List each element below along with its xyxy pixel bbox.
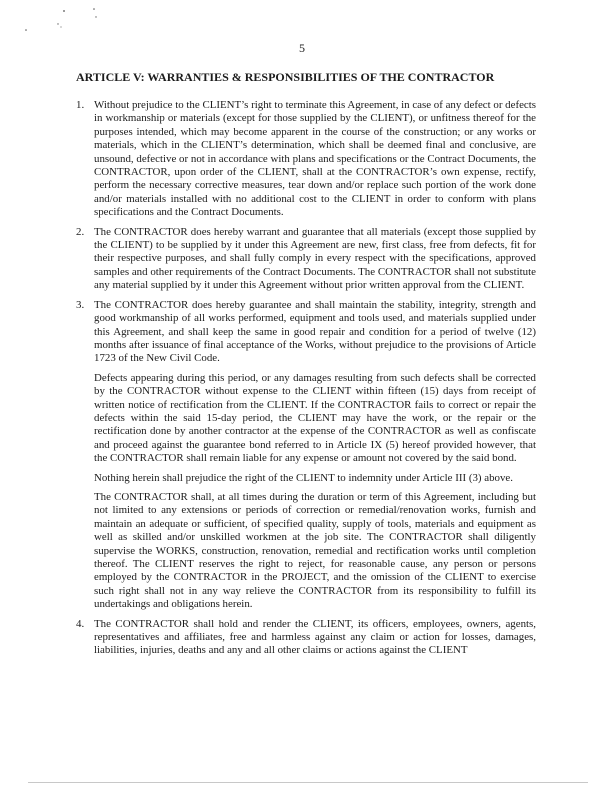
- page-number: 5: [299, 41, 305, 55]
- item-text: Without prejudice to the CLIENT’s right to terminate this Agreement, in case of any defect or defects in workmanship or materials (except for those supplied by the CLIENT), or unfitness thereof for the purposes intended, which may become apparent in the course of the construction; or any works or materials, which in the CLIENT’s determination, which shall be deemed final and conclusive, are unsound, defective or not in accordance with plans and specifications or the Contract Documents, the CONTRACTOR, upon order of the CLIENT, shall at the CONTRACTOR’s own expense, rectify, perform the necessary corrective measures, tear down and/or replace such portion of the work done and/or materials installed with no additional cost to the CLIENT in order to conform with plans specifications and the Contract Documents.: [94, 99, 536, 219]
- item-text: The CONTRACTOR does hereby guarantee and shall maintain the stability, integrity, strength and good workmanship of all works performed, equipment and tools used, and materials supplied under this Agreement, and shall keep the same in good repair and condition for a period of twelve (12) months after issuance of final acceptance of the Works, without prejudice to the provisions of Article 1723 of the New Civil Code.: [94, 298, 536, 365]
- item-number: 4.: [76, 617, 85, 630]
- sub-paragraph: Defects appearing during this period, or any damages resulting from such defects shall be corrected by the CONTRACTOR without expense to the CLIENT within fifteen (15) days from receipt of written notice of rectification from the CLIENT. If the CONTRACTOR fails to correct or repair the defects within the said 15-day period, the CLIENT may have the work, or the repair or the rectification done by another contractor at the expense of the CONTRACTOR as well as confiscate and proceed against the guarantee bond referred to in Article IX (5) hereof provided however, that the CONTRACTOR shall remain liable for any expense or amount not covered by the said bond.: [94, 371, 536, 465]
- scan-speck-marks: [0, 0, 120, 45]
- list-item: [76, 99, 536, 220]
- item-text: The CONTRACTOR shall hold and render the CLIENT, its officers, employees, owners, agents, representatives and affiliates, free and harmless against any claim or action for losses, damages, liabilities, injuries, deaths and any and all other claims or actions against the CLIENT: [94, 617, 536, 657]
- sub-paragraph: Nothing herein shall prejudice the right of the CLIENT to indemnity under Article III (3) above.: [94, 471, 513, 484]
- sub-paragraph: The CONTRACTOR shall, at all times during the duration or term of this Agreement, including but not limited to any extensions or periods of correction or remedial/renovation works, furnish and maintain an adequate or sufficient, of specified quality, supply of tools, materials and equipment as well as skilled and/or unskilled workmen at the job site. The CONTRACTOR shall diligently supervise the WORKS, construction, renovation, remedial and rectification works until completion thereof. The CLIENT reserves the right to reject, for reasonable cause, any person or persons employed by the CONTRACTOR in the PROJECT, and the omission of the CLIENT to exercise such right shall not in any way relieve the CONTRACTOR from its responsibility to fulfill its undertakings and obligations herein.: [94, 490, 536, 611]
- article-heading: ARTICLE V: WARRANTIES & RESPONSIBILITIES OF THE CONTRACTOR: [76, 70, 495, 84]
- item-number: 3.: [76, 298, 85, 311]
- item-number: 2.: [76, 225, 85, 238]
- page-bottom-rule: [28, 782, 588, 783]
- article-body: [76, 99, 536, 664]
- list-item: [76, 226, 536, 293]
- item-text: The CONTRACTOR does hereby warrant and guarantee that all materials (except those supplied by the CLIENT) to be supplied by it under this Agreement are new, first class, free from defects, fit for their respective purposes, and shall fully comply in every respect with the specifications, approved samples and other requirements of the Contract Documents. The CONTRACTOR shall not substitute any material supplied by it under this Agreement without prior written approval from the CLIENT.: [94, 225, 536, 292]
- item-number: 1.: [76, 99, 85, 111]
- list-item: [76, 618, 536, 658]
- list-item: [76, 299, 536, 366]
